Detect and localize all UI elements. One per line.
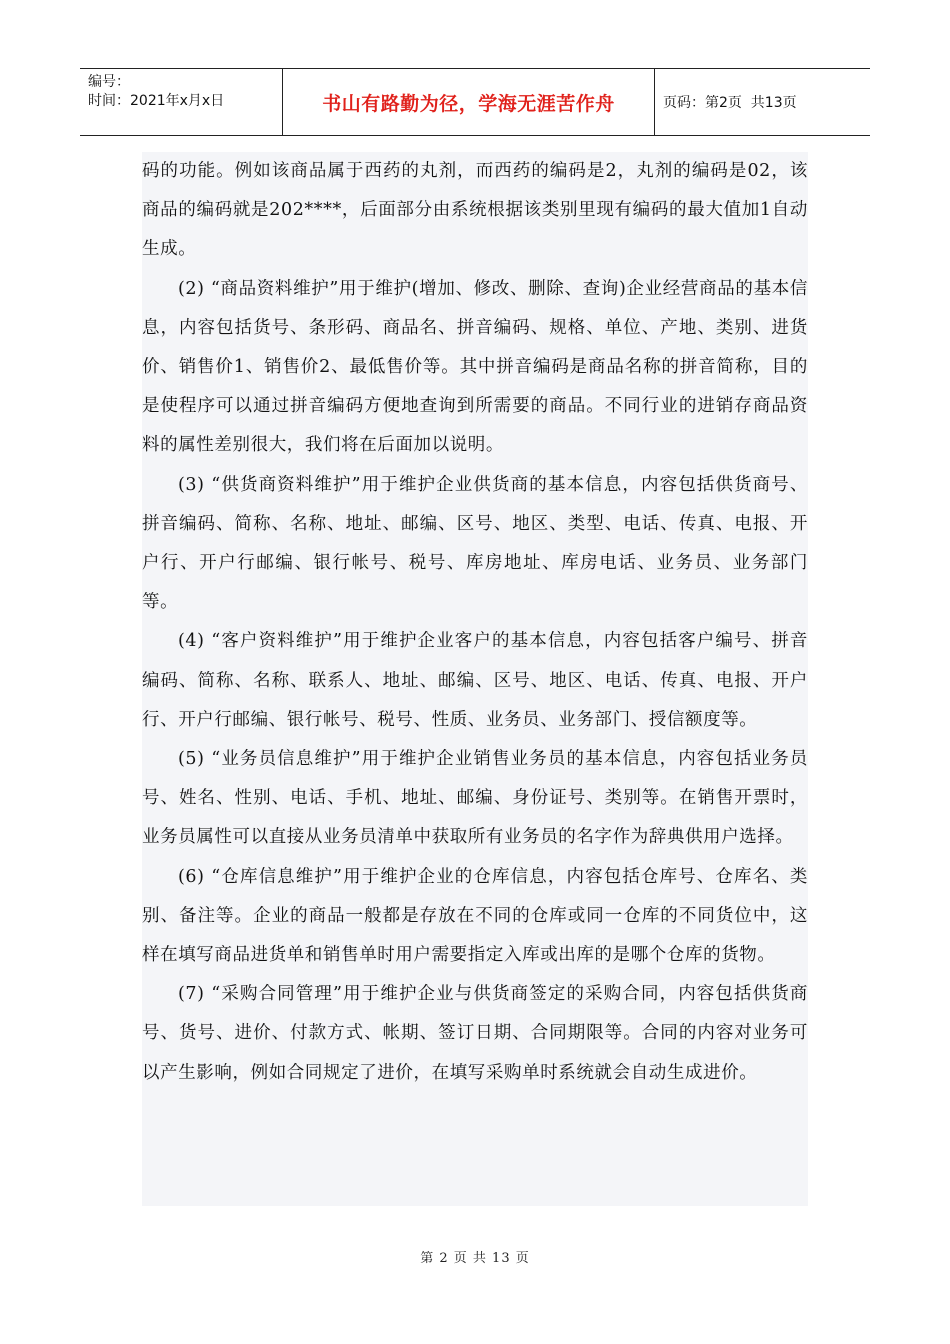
body-paragraph: (3) “供货商资料维护”用于维护企业供货商的基本信息，内容包括供货商号、拼音编码、简称、名称、地址、邮编、区号、地区、类型、电话、传真、电报、开户行、开户行邮编、银行帐号、税号、库房地址、库房电话、业务员、业务部门等。 xyxy=(142,474,808,613)
body-paragraph: (6) “仓库信息维护”用于维护企业的仓库信息，内容包括仓库号、仓库名、类别、备注等。企业的商品一般都是存放在不同的仓库或同一仓库的不同货位中，这样在填写商品进货单和销售单时用户需要指定入库或出库的是哪个仓库的货物。 xyxy=(142,866,808,966)
body-paragraph: (7) “采购合同管理”用于维护企业与供货商签定的采购合同，内容包括供货商号、货号、进价、付款方式、帐期、签订日期、合同期限等。合同的内容对业务可以产生影响，例如合同规定了进价，在填写采购单时系统就会自动生成进价。 xyxy=(142,984,808,1083)
header-page-info-text: 页码：第2页 共13页 xyxy=(663,95,797,111)
page-footer xyxy=(0,1247,950,1266)
header-meta xyxy=(80,69,283,135)
body-paragraph: 码的功能。例如该商品属于西药的丸剂，而西药的编码是2，丸剂的编码是02，该商品的编码就是202****，后面部分由系统根据该类别里现有编码的最大值加1自动生成。 xyxy=(142,161,808,260)
document-number-label: 编号： xyxy=(88,74,130,90)
body-paragraph: (5) “业务员信息维护”用于维护企业销售业务员的基本信息，内容包括业务员号、姓名、性别、电话、手机、地址、邮编、身份证号、类别等。在销售开票时，业务员属性可以直接从业务员清单中获取所有业务员的名字作为辞典供用户选择。 xyxy=(142,749,808,848)
document-body xyxy=(142,152,808,1206)
footer-page-number: 第 2 页 共 13 页 xyxy=(420,1251,530,1266)
header-motto: 书山有路勤为径，学海无涯苦作舟 xyxy=(283,69,655,135)
body-paragraph: (4) “客户资料维护”用于维护企业客户的基本信息，内容包括客户编号、拼音编码、简称、名称、联系人、地址、邮编、区号、地区、电话、传真、电报、开户行、开户行邮编、银行帐号、税号、性质、业务员、业务部门、授信额度等。 xyxy=(142,631,808,730)
document-time-label: 时间：2021年x月x日 xyxy=(88,93,225,109)
page-header xyxy=(80,68,870,136)
body-paragraph: (2) “商品资料维护”用于维护(增加、修改、删除、查询)企业经营商品的基本信息，内容包括货号、条形码、商品名、拼音编码、规格、单位、产地、类别、进货价、销售价1、销售价2、最低售价等。其中拼音编码是商品名称的拼音简称，目的是使程序可以通过拼音编码方便地查询到所需要的商品。不同行业的进销存商品资料的属性差别很大，我们将在后面加以说明。 xyxy=(142,278,808,456)
header-page-info xyxy=(663,69,870,135)
